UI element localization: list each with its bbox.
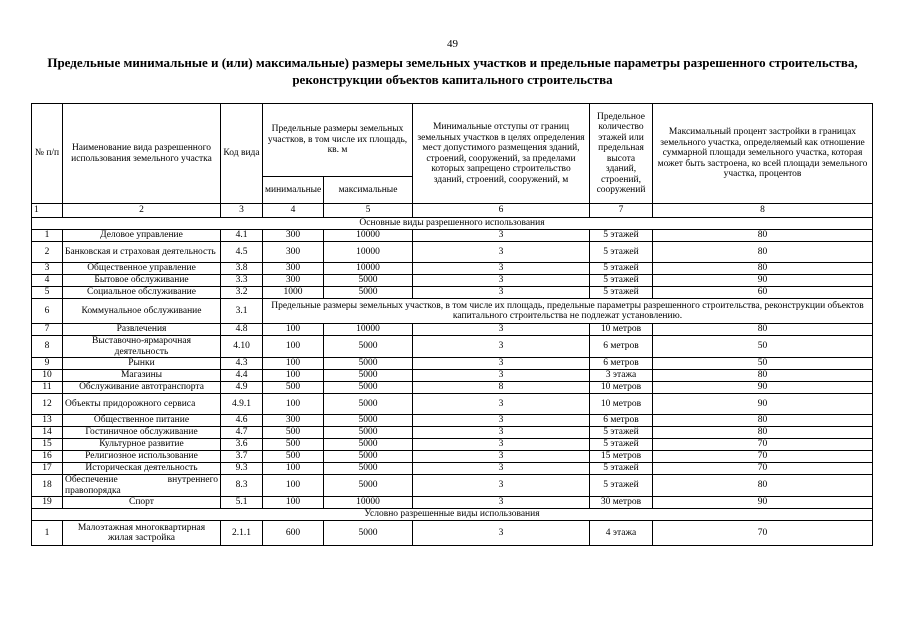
min-setback: 3 xyxy=(413,336,590,358)
use-name: Историческая деятельность xyxy=(63,463,221,475)
use-name: Банковская и страховая деятельность xyxy=(63,242,221,263)
min-area: 100 xyxy=(263,358,324,370)
max-area: 10000 xyxy=(324,497,413,509)
row-number: 5 xyxy=(32,287,63,299)
max-coverage-percent: 80 xyxy=(653,230,873,242)
max-area: 5000 xyxy=(324,475,413,497)
min-setback: 3 xyxy=(413,275,590,287)
column-number: 1 xyxy=(32,204,63,218)
row-number: 15 xyxy=(32,439,63,451)
use-code: 4.1 xyxy=(221,230,263,242)
min-setback: 3 xyxy=(413,263,590,275)
max-coverage-percent: 90 xyxy=(653,275,873,287)
table-row xyxy=(32,463,873,475)
max-floors: 5 этажей xyxy=(590,263,653,275)
max-floors: 3 этажа xyxy=(590,370,653,382)
page-number: 49 xyxy=(447,38,458,50)
header-setback: Минимальные отступы от границ земельных участков в целях определения мест допустимого размещения зданий, строений, сооружений, за пределами которых запрещено строительство зданий, строений, сооружений, м xyxy=(413,104,590,204)
min-setback: 3 xyxy=(413,451,590,463)
max-floors: 5 этажей xyxy=(590,427,653,439)
max-floors: 10 метров xyxy=(590,382,653,394)
use-code: 4.8 xyxy=(221,324,263,336)
min-area: 500 xyxy=(263,382,324,394)
max-floors: 15 метров xyxy=(590,451,653,463)
max-floors: 6 метров xyxy=(590,336,653,358)
not-applicable-note: Предельные размеры земельных участков, в том числе их площадь, предельные параметры разрешенного строительства, реконструкции объектов капитального строительства не подлежат установлению. xyxy=(263,299,873,324)
table-row xyxy=(32,451,873,463)
row-number: 16 xyxy=(32,451,63,463)
max-coverage-percent: 50 xyxy=(653,336,873,358)
table-row xyxy=(32,287,873,299)
max-floors: 5 этажей xyxy=(590,275,653,287)
row-number: 1 xyxy=(32,230,63,242)
document-title: Предельные минимальные и (или) максимальные) размеры земельных участков и предельные параметры разрешенного строительства, реконструкции объектов капитального строительства xyxy=(47,55,858,87)
table-row xyxy=(32,275,873,287)
row-number: 8 xyxy=(32,336,63,358)
max-floors: 4 этажа xyxy=(590,521,653,546)
max-coverage-percent: 90 xyxy=(653,394,873,415)
max-coverage-percent: 80 xyxy=(653,263,873,275)
max-coverage-percent: 70 xyxy=(653,451,873,463)
column-numbers-row xyxy=(32,204,873,218)
min-setback: 3 xyxy=(413,324,590,336)
max-area: 5000 xyxy=(324,336,413,358)
use-name: Коммунальное обслуживание xyxy=(63,299,221,324)
table-row xyxy=(32,521,873,546)
header-min: минимальные xyxy=(263,177,324,204)
use-code: 4.4 xyxy=(221,370,263,382)
row-number: 19 xyxy=(32,497,63,509)
max-floors: 5 этажей xyxy=(590,242,653,263)
min-setback: 3 xyxy=(413,463,590,475)
use-code: 8.3 xyxy=(221,475,263,497)
min-area: 100 xyxy=(263,497,324,509)
header-max: максимальные xyxy=(324,177,413,204)
row-number: 11 xyxy=(32,382,63,394)
column-number: 8 xyxy=(653,204,873,218)
min-area: 100 xyxy=(263,463,324,475)
use-code: 9.3 xyxy=(221,463,263,475)
max-area: 5000 xyxy=(324,451,413,463)
row-number: 3 xyxy=(32,263,63,275)
use-name: Общественное питание xyxy=(63,415,221,427)
max-coverage-percent: 80 xyxy=(653,415,873,427)
min-setback: 8 xyxy=(413,382,590,394)
max-area: 10000 xyxy=(324,324,413,336)
use-code: 4.9 xyxy=(221,382,263,394)
use-code: 3.8 xyxy=(221,263,263,275)
table-row xyxy=(32,370,873,382)
column-number: 3 xyxy=(221,204,263,218)
column-number: 7 xyxy=(590,204,653,218)
row-number: 6 xyxy=(32,299,63,324)
min-setback: 3 xyxy=(413,287,590,299)
max-area: 5000 xyxy=(324,463,413,475)
min-setback: 3 xyxy=(413,521,590,546)
max-coverage-percent: 50 xyxy=(653,358,873,370)
max-area: 5000 xyxy=(324,382,413,394)
table-row xyxy=(32,427,873,439)
min-setback: 3 xyxy=(413,439,590,451)
min-setback: 3 xyxy=(413,358,590,370)
max-area: 5000 xyxy=(324,358,413,370)
max-coverage-percent: 90 xyxy=(653,382,873,394)
use-name: Деловое управление xyxy=(63,230,221,242)
min-setback: 3 xyxy=(413,230,590,242)
row-number: 9 xyxy=(32,358,63,370)
table-row xyxy=(32,475,873,497)
column-number: 2 xyxy=(63,204,221,218)
max-floors: 10 метров xyxy=(590,394,653,415)
use-code: 5.1 xyxy=(221,497,263,509)
table-row xyxy=(32,358,873,370)
max-coverage-percent: 80 xyxy=(653,242,873,263)
min-area: 100 xyxy=(263,394,324,415)
max-area: 5000 xyxy=(324,427,413,439)
column-number: 6 xyxy=(413,204,590,218)
max-floors: 30 метров xyxy=(590,497,653,509)
row-number: 18 xyxy=(32,475,63,497)
use-code: 3.1 xyxy=(221,299,263,324)
section-conditional-heading: Условно разрешенные виды использования xyxy=(32,509,873,521)
max-area: 5000 xyxy=(324,439,413,451)
table-row xyxy=(32,439,873,451)
table-row xyxy=(32,336,873,358)
min-area: 300 xyxy=(263,263,324,275)
min-setback: 3 xyxy=(413,475,590,497)
min-area: 300 xyxy=(263,275,324,287)
max-coverage-percent: 80 xyxy=(653,324,873,336)
row-number: 7 xyxy=(32,324,63,336)
use-name: Социальное обслуживание xyxy=(63,287,221,299)
use-code: 3.7 xyxy=(221,451,263,463)
use-name: Рынки xyxy=(63,358,221,370)
max-coverage-percent: 80 xyxy=(653,475,873,497)
use-code: 4.10 xyxy=(221,336,263,358)
use-name: Обеспечение внутреннего правопорядка xyxy=(63,475,221,497)
use-name: Гостиничное обслуживание xyxy=(63,427,221,439)
max-area: 5000 xyxy=(324,415,413,427)
parameters-table xyxy=(31,103,873,546)
max-coverage-percent: 90 xyxy=(653,497,873,509)
row-number: 1 xyxy=(32,521,63,546)
max-area: 5000 xyxy=(324,287,413,299)
table-row xyxy=(32,415,873,427)
max-coverage-percent: 80 xyxy=(653,370,873,382)
column-number: 4 xyxy=(263,204,324,218)
min-area: 1000 xyxy=(263,287,324,299)
max-floors: 6 метров xyxy=(590,415,653,427)
max-floors: 5 этажей xyxy=(590,475,653,497)
min-area: 300 xyxy=(263,415,324,427)
min-area: 100 xyxy=(263,370,324,382)
table-row xyxy=(32,382,873,394)
min-area: 300 xyxy=(263,230,324,242)
min-area: 300 xyxy=(263,242,324,263)
use-name: Обслуживание автотранспорта xyxy=(63,382,221,394)
max-area: 5000 xyxy=(324,521,413,546)
header-code: Код вида xyxy=(221,104,263,204)
min-setback: 3 xyxy=(413,394,590,415)
min-area: 100 xyxy=(263,336,324,358)
use-code: 4.7 xyxy=(221,427,263,439)
use-code: 3.3 xyxy=(221,275,263,287)
use-name: Выставочно-ярмарочная деятельность xyxy=(63,336,221,358)
max-area: 5000 xyxy=(324,370,413,382)
min-setback: 3 xyxy=(413,427,590,439)
min-setback: 3 xyxy=(413,497,590,509)
row-number: 12 xyxy=(32,394,63,415)
min-setback: 3 xyxy=(413,415,590,427)
header-percent: Максимальный процент застройки в границах земельного участка, определяемый как отношение суммарной площади земельного участка, которая может быть застроена, ко всей площади земельного участка, процентов xyxy=(653,104,873,204)
use-name: Культурное развитие xyxy=(63,439,221,451)
row-number: 17 xyxy=(32,463,63,475)
min-area: 100 xyxy=(263,475,324,497)
column-number: 5 xyxy=(324,204,413,218)
row-number: 4 xyxy=(32,275,63,287)
use-name: Спорт xyxy=(63,497,221,509)
max-floors: 5 этажей xyxy=(590,230,653,242)
row-number: 2 xyxy=(32,242,63,263)
use-code: 4.5 xyxy=(221,242,263,263)
max-floors: 5 этажей xyxy=(590,287,653,299)
table-row xyxy=(32,263,873,275)
table-row xyxy=(32,394,873,415)
row-number: 14 xyxy=(32,427,63,439)
use-name: Магазины xyxy=(63,370,221,382)
min-area: 600 xyxy=(263,521,324,546)
row-number: 13 xyxy=(32,415,63,427)
use-code: 4.3 xyxy=(221,358,263,370)
use-name: Общественное управление xyxy=(63,263,221,275)
max-floors: 6 метров xyxy=(590,358,653,370)
max-coverage-percent: 60 xyxy=(653,287,873,299)
use-name: Религиозное использование xyxy=(63,451,221,463)
row-number: 10 xyxy=(32,370,63,382)
max-area: 10000 xyxy=(324,230,413,242)
max-area: 5000 xyxy=(324,275,413,287)
max-area: 10000 xyxy=(324,242,413,263)
use-name: Объекты придорожного сервиса xyxy=(63,394,221,415)
section-main-heading: Основные виды разрешенного использования xyxy=(32,218,873,230)
use-code: 3.6 xyxy=(221,439,263,451)
use-code: 4.9.1 xyxy=(221,394,263,415)
max-coverage-percent: 70 xyxy=(653,521,873,546)
max-coverage-percent: 80 xyxy=(653,427,873,439)
max-area: 5000 xyxy=(324,394,413,415)
header-floors: Предельное количество этажей или предельная высота зданий, строений, сооружений xyxy=(590,104,653,204)
header-sizes: Предельные размеры земельных участков, в том числе их площадь, кв. м xyxy=(263,104,413,177)
min-area: 500 xyxy=(263,451,324,463)
min-setback: 3 xyxy=(413,370,590,382)
min-area: 500 xyxy=(263,427,324,439)
use-name: Бытовое обслуживание xyxy=(63,275,221,287)
min-area: 100 xyxy=(263,324,324,336)
table-row xyxy=(32,299,873,324)
use-code: 2.1.1 xyxy=(221,521,263,546)
min-setback: 3 xyxy=(413,242,590,263)
header-num: № п/п xyxy=(32,104,63,204)
use-name: Малоэтажная многоквартирная жилая застройка xyxy=(63,521,221,546)
max-floors: 5 этажей xyxy=(590,439,653,451)
header-name: Наименование вида разрешенного использования земельного участка xyxy=(63,104,221,204)
min-area: 500 xyxy=(263,439,324,451)
table-row xyxy=(32,497,873,509)
table-row xyxy=(32,324,873,336)
max-floors: 5 этажей xyxy=(590,463,653,475)
use-name: Развлечения xyxy=(63,324,221,336)
table-row xyxy=(32,242,873,263)
table-row xyxy=(32,230,873,242)
max-coverage-percent: 70 xyxy=(653,463,873,475)
use-code: 3.2 xyxy=(221,287,263,299)
use-code: 4.6 xyxy=(221,415,263,427)
max-area: 10000 xyxy=(324,263,413,275)
max-floors: 10 метров xyxy=(590,324,653,336)
max-coverage-percent: 70 xyxy=(653,439,873,451)
